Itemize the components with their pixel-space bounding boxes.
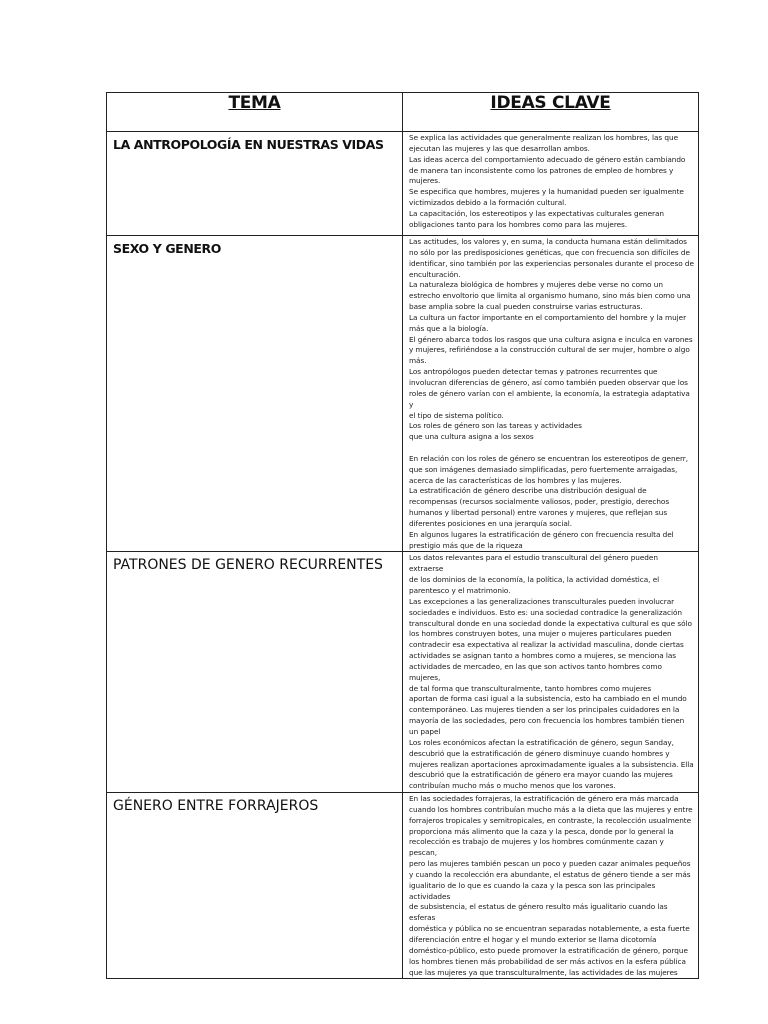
ideas-cell bbox=[403, 552, 699, 793]
idea-paragraph: El género abarca todos los rasgos que una cultura asigna e inculca en varones y mujeres, refiriéndose a la construcción cultural de ser mujer, hombre o algo más. bbox=[409, 334, 693, 366]
header-tema: TEMA bbox=[107, 93, 403, 132]
table-row bbox=[107, 793, 699, 979]
idea-paragraph: En las sociedades forrajeras, la estratificación de género era más marcada cuando los hombres contribuían mucho más a la dieta que las mujeres y entre forrajeros tropicales y semitropicales, en contraste, la recolección usualmente proporciona más alimento que la caza y la pesca, donde por lo general la recolección es trabajo de mujeres y los hombres comúnmente cazan y pescan, pero las mujeres también pescan un poco y pueden cazar animales pequeños y cuando la recolección era abundante, el estatus de género tiende a ser más igualitario de lo que es cuando la caza y la pesca son las principales actividades de subsistencia, el estatus de género resulto más igualitario cuando las esferas doméstica y pública no se encuentran separadas notablemente, a esta fuerte diferenciación entre el hogar y el mundo exterior se llama dicotomía doméstico-público, esto puede promover la estratificación de género, porque los hombres tienen más probabilidad de ser más activos en la esfera pública que las mujeres ya que transculturalmente, las actividades de las mujeres bbox=[409, 794, 693, 977]
tema-label: SEXO Y GENERO bbox=[113, 241, 221, 256]
idea-paragraph: Los roles económicos afectan la estratificación de género, segun Sanday, descubrió que la estratificación de género disminuye cuando hombres y mujeres realizan aportaciones aproximadamente iguales a la subsistencia. Ella descubrió que la estratificación de género era mayor cuando las mujeres contribuían mucho más o mucho menos que los varones. bbox=[409, 737, 694, 791]
table-row bbox=[107, 132, 699, 236]
header-ideas-clave: IDEAS CLAVE bbox=[403, 93, 699, 132]
ideas-cell bbox=[403, 236, 699, 552]
table-row bbox=[107, 552, 699, 793]
idea-paragraph: La naturaleza biológica de hombres y mujeres debe verse no como un estrecho envoltorio que limita al organismo humano, sino más bien como una base amplia sobre la cual pueden construirse varias estructuras. bbox=[409, 280, 691, 312]
idea-paragraph: En algunos lugares la estratificación de género con frecuencia resulta del prestigio más que de la riqueza bbox=[409, 529, 674, 550]
tema-label: PATRONES DE GENERO RECURRENTES bbox=[113, 557, 383, 574]
ideas-text bbox=[403, 132, 698, 231]
idea-paragraph: Los roles de género son las tareas y actividades que una cultura asigna a los sexos bbox=[409, 421, 582, 442]
ideas-text bbox=[403, 552, 698, 792]
topics-table bbox=[106, 92, 699, 979]
tema-cell bbox=[107, 552, 403, 793]
idea-paragraph: Los datos relevantes para el estudio transcultural del género pueden extraerse de los dominios de la economía, la política, la actividad doméstica, el parentesco y el matrimonio. bbox=[409, 553, 660, 595]
tema-cell bbox=[107, 236, 403, 552]
table-row bbox=[107, 236, 699, 552]
idea-paragraph: Los antropólogos pueden detectar temas y patrones recurrentes que involucran diferencias de género, así como también pueden observar que los roles de género varían con el ambiente, la economía, la estrategia adaptativa y el tipo de sistema político. bbox=[409, 367, 690, 420]
tema-label: GÉNERO ENTRE FORRAJEROS bbox=[113, 798, 319, 815]
tema-cell bbox=[107, 793, 403, 979]
tema-label: LA ANTROPOLOGÍA EN NUESTRAS VIDAS bbox=[113, 137, 384, 152]
paragraph-gap bbox=[409, 443, 694, 454]
tema-cell bbox=[107, 132, 403, 236]
idea-paragraph: Las actitudes, los valores y, en suma, la conducta humana están delimitados no sólo por las predisposiciones genéticas, que con frecuencia son difíciles de identificar, sino también por las experiencias personales durante el proceso de enculturación. bbox=[409, 237, 694, 279]
ideas-text bbox=[403, 236, 698, 551]
idea-paragraph: Se especifica que hombres, mujeres y la humanidad pueden ser igualmente victimizados debido a la formación cultural. bbox=[409, 187, 684, 208]
idea-paragraph: Las ideas acerca del comportamiento adecuado de género están cambiando de manera tan inconsistente como los patrones de empleo de hombres y mujeres. bbox=[409, 154, 686, 186]
ideas-cell bbox=[403, 132, 699, 236]
idea-paragraph: En relación con los roles de género se encuentran los estereotipos de generr, que son imágenes demasiado simplificadas, pero fuertemente arraigadas, acerca de las características de los hombres y las mujeres. bbox=[409, 453, 689, 485]
ideas-cell bbox=[403, 793, 699, 979]
table-header-row bbox=[107, 93, 699, 132]
idea-paragraph: La capacitación, los estereotipos y las expectativas culturales generan obligaciones tanto para los hombres como para las mujeres. bbox=[409, 208, 664, 229]
idea-paragraph: Se explica las actividades que generalmente realizan los hombres, las que ejecutan las mujeres y las que desarrollan ambos. bbox=[409, 133, 679, 153]
idea-paragraph: La cultura un factor importante en el comportamiento del hombre y la mujer más que a la biología. bbox=[409, 312, 687, 333]
ideas-text bbox=[403, 793, 698, 978]
idea-paragraph: La estratificación de género describe una distribución desigual de recompensas (recursos socialmente valiosos, poder, prestigio, derechos humanos y libertad personal) entre varones y mujeres, que reflejan sus diferentes posiciones en una jerarquía social. bbox=[409, 486, 670, 528]
idea-paragraph: Las excepciones a las generalizaciones transculturales pueden involucrar sociedades e individuos. Esto es: una sociedad contradice la generalización transcultural donde en una sociedad donde la expectativa cultural es que sólo los hombres construyen botes, una mujer o mujeres particulares pueden contradecir esa expectativa al realizar la actividad masculina, donde ciertas actividades se asignan tanto a hombres como a mujeres, se menciona las actividades de mercadeo, en las que son activos tanto hombres como mujeres, de tal forma que transculturalmente, tanto hombres como mujeres aportan de forma casi igual a la subsistencia, esto ha cambiado en el mundo contemporáneo. Las mujeres tienden a ser los principales cuidadores en la mayoría de las sociedades, pero con frecuencia los hombres también tienen un papel bbox=[409, 596, 692, 736]
